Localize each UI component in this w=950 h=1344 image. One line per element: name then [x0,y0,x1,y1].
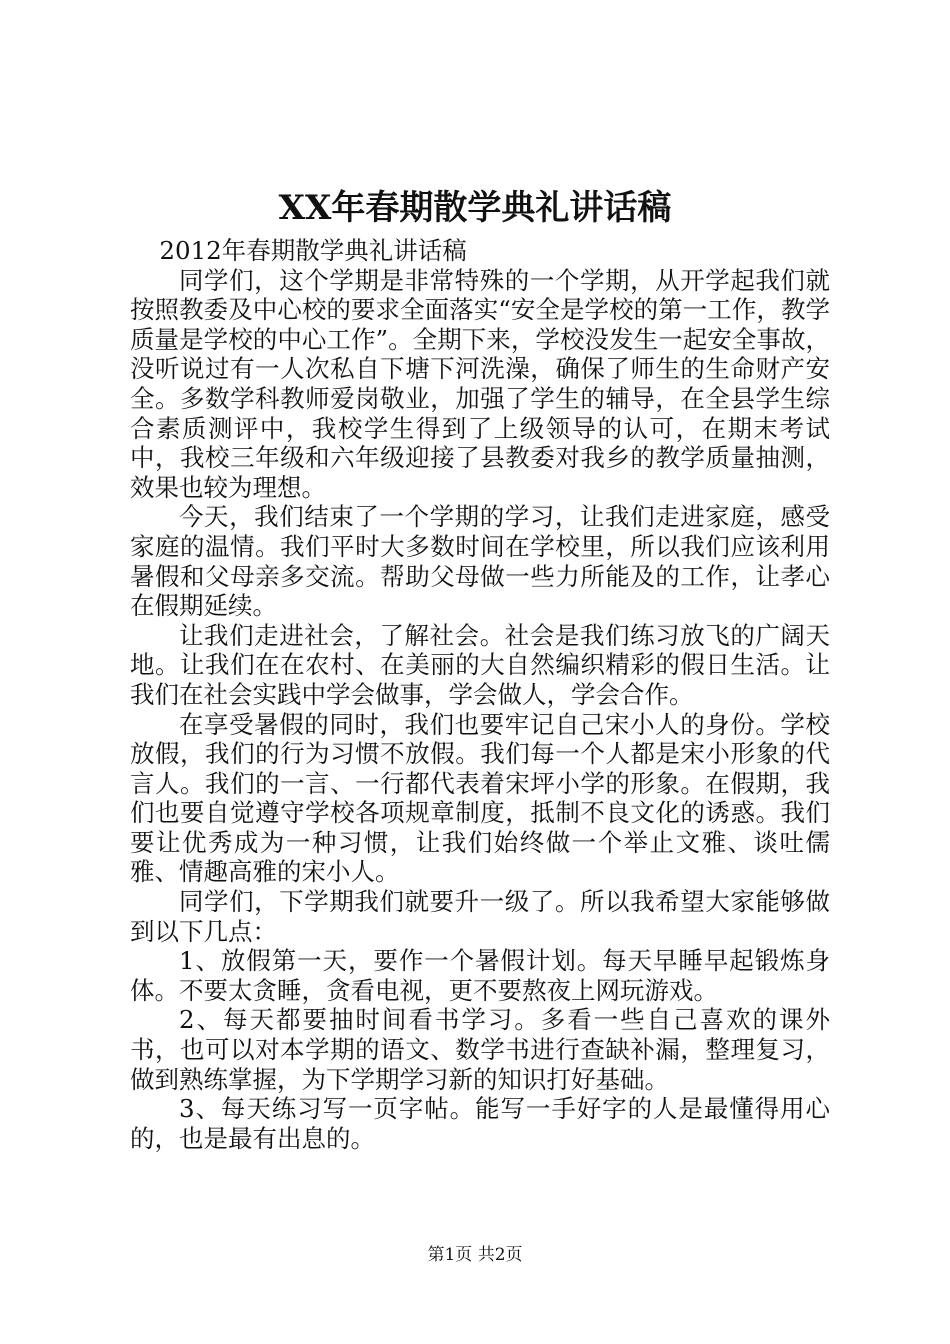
document-body [130,236,830,1153]
paragraph-school-identity: 在享受暑假的同时，我们也要牢记自己宋小人的身份。学校放假，我们的行为习惯不放假。我们每一个人都是宋小形象的代言人。我们的一言、一行都代表着宋坪小学的形象。在假期，我们也要自觉遵守学校各项规章制度，抵制不良文化的诱惑。我们要让优秀成为一种习惯，让我们始终做一个举止文雅、谈吐儒雅、情趣高雅的宋小人。 [130,709,830,887]
paragraph-next-semester: 同学们，下学期我们就要升一级了。所以我希望大家能够做到以下几点： [130,887,830,946]
paragraph-society: 让我们走进社会，了解社会。社会是我们练习放飞的广阔天地。让我们在在农村、在美丽的大自然编织精彩的假日生活。让我们在社会实践中学会做事，学会做人，学会合作。 [130,620,830,709]
list-item-plan: 1、放假第一天，要作一个暑假计划。每天早睡早起锻炼身体。不要太贪睡，贪看电视，更不要熬夜上网玩游戏。 [130,946,830,1005]
document-title: XX年春期散学典礼讲话稿 [278,188,672,228]
list-item-reading: 2、每天都要抽时间看书学习。多看一些自己喜欢的课外书，也可以对本学期的语文、数学书进行查缺补漏，整理复习，做到熟练掌握，为下学期学习新的知识打好基础。 [130,1005,830,1094]
paragraph-family: 今天，我们结束了一个学期的学习，让我们走进家庭，感受家庭的温情。我们平时大多数时间在学校里，所以我们应该利用暑假和父母亲多交流。帮助父母做一些力所能及的工作，让孝心在假期延续。 [130,502,830,621]
speech-subtitle: 2012年春期散学典礼讲话稿 [159,236,467,265]
paragraph-semester-review: 同学们，这个学期是非常特殊的一个学期，从开学起我们就按照教委及中心校的要求全面落实“安全是学校的第一工作，教学质量是学校的中心工作”。全期下来，学校没发生一起安全事故，没听说过有一人次私自下塘下河洗澡，确保了师生的生命财产安全。多数学科教师爱岗敬业，加强了学生的辅导，在全县学生综合素质测评中，我校学生得到了上级领导的认可，在期末考试中，我校三年级和六年级迎接了县教委对我乡的教学质量抽测，效果也较为理想。 [130,265,830,502]
list-item-calligraphy: 3、每天练习写一页字帖。能写一手好字的人是最懂得用心的，也是最有出息的。 [130,1094,830,1153]
page-footer: 第1页 共2页 [427,1245,523,1265]
